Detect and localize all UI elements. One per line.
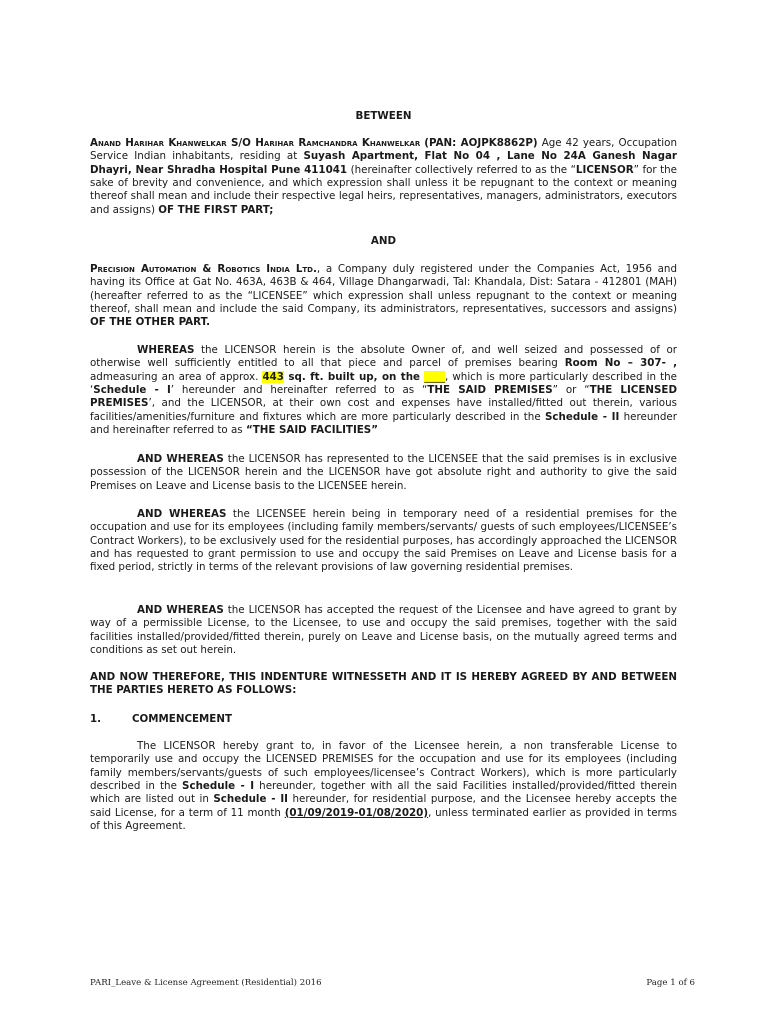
first-part: OF THE FIRST PART; xyxy=(158,203,274,216)
whereas-paragraph-4: AND WHEREAS the LICENSOR has accepted the request of the Licensee and have agreed to grant by way of a permissible License, to the Licensee, to use and occupy the said premises, together with the said facilities installed/provided/fitted therein, purely on Leave and License basis, on the mutually agreed terms and conditions as set out herein. xyxy=(90,604,677,657)
footer-page-number: Page 1 of 6 xyxy=(646,978,695,988)
heading-and: AND xyxy=(370,235,397,247)
area-value: 443 xyxy=(262,370,284,383)
licensor-pan: (PAN: AOJPK8862P) xyxy=(424,137,538,149)
floor-blank: ____ xyxy=(424,370,446,383)
section-heading-commencement xyxy=(90,713,677,726)
licensor-address: Suyash Apartment, Flat No 04 , Lane No 24A Ganesh Nagar Dhayri, Near Shradha Hospital Pune 411041 xyxy=(90,150,677,176)
whereas-paragraph-3: AND WHEREAS the LICENSEE herein being in temporary need of a residential premises for the occupation and use for its employees (including family members/servants/ guests of such employees/LICENSEE’s Contract Workers), to be exclusively used for the residential purposes, has accordingly approached the LICENSOR and has requested to grant permission to use and occupy the said Premises on Leave and License basis for a fixed period, strictly in terms of the relevant provisions of law governing residential premises. xyxy=(90,508,677,574)
licensor-name: Anand Harihar Khanwelkar S/O Harihar Ramchandra Khanwelkar xyxy=(90,137,421,149)
commencement-paragraph: The LICENSOR hereby grant to, in favor of the Licensee herein, a non transferable License to temporarily use and occupy the LICENSED PREMISES for the occupation and use for its employees (including family members/servants/guests of such employees/licensee’s Contract Workers), which is more particularly described in the Schedule - I hereunder, together with all the said Facilities installed/provided/fitted therein which are listed out in Schedule - II hereunder, for residential purpose, and the Licensee hereby accepts the said License, for a term of 11 month (01/09/2019-01/08/2020), unless terminated earlier as provided in terms of this Agreement. xyxy=(90,740,678,833)
footer-document-name: PARI_Leave & License Agreement (Residential) 2016 xyxy=(90,978,322,988)
witnesseth-statement: AND NOW THEREFORE, THIS INDENTURE WITNESSETH AND IT IS HEREBY AGREED BY AND BETWEEN THE PARTIES HERETO AS FOLLOWS: xyxy=(90,671,677,697)
section-title: COMMENCEMENT xyxy=(132,713,232,725)
whereas-paragraph-1: WHEREAS the LICENSOR herein is the absolute Owner of, and well seized and possessed of or otherwise well sufficiently entitled to all that piece and parcel of premises bearing Room No – 307- , admeasuring an area of approx. 443 sq. ft. built up, on the ____, which is more particularly described in the ‘Schedule - I’ hereunder and hereinafter referred to as “THE SAID PREMISES” or “THE LICENSED PREMISES’, and the LICENSOR, at their own cost and expenses have installed/fitted out therein, various facilities/amenities/furniture and fixtures which are more particularly described in the Schedule - II hereunder and hereinafter referred to as “THE SAID FACILITIES” xyxy=(90,344,678,437)
heading-between: BETWEEN xyxy=(355,110,412,122)
page-footer xyxy=(90,977,695,990)
section-number: 1. xyxy=(90,713,102,725)
licensee-paragraph: Precision Automation & Robotics India Ltd., a Company duly registered under the Companies Act, 1956 and having its Office at Gat No. 463A, 463B & 464, Village Dhangarwadi, Tal: Khandala, Dist: Satara - 412801 (MAH) (hereafter referred to as the “LICENSEE” which expression shall unless repugnant to the context or meaning thereof, shall mean and include the said Company, its administrators, representatives, successors and assigns) OF THE OTHER PART. xyxy=(90,263,677,329)
room-number: Room No – 307- , xyxy=(564,357,677,370)
whereas-paragraph-2: AND WHEREAS the LICENSOR has represented to the LICENSEE that the said premises is in exclusive possession of the LICENSOR herein and the LICENSOR have got absolute right and authority to give the said Premises on Leave and License basis to the LICENSEE herein. xyxy=(90,453,678,492)
term-dates: (01/09/2019-01/08/2020) xyxy=(284,806,429,819)
licensor-paragraph: Anand Harihar Khanwelkar S/O Harihar Ramchandra Khanwelkar (PAN: AOJPK8862P) Age 42 years, Occupation Service Indian inhabitants, residing at Suyash Apartment, Flat No 04 , Lane No 24A Ganesh Nagar Dhayri, Near Shradha Hospital Pune 411041 (hereinafter collectively referred to as the “LICENSOR” for the sake of brevity and convenience, and which expression shall unless it be repugnant to the context or meaning thereof shall mean and include their respective legal heirs, representatives, managers, administrators, executors and assigns) OF THE FIRST PART; xyxy=(90,137,677,216)
other-part: OF THE OTHER PART. xyxy=(90,316,210,329)
licensee-name: Precision Automation & Robotics India Ltd. xyxy=(90,263,317,275)
